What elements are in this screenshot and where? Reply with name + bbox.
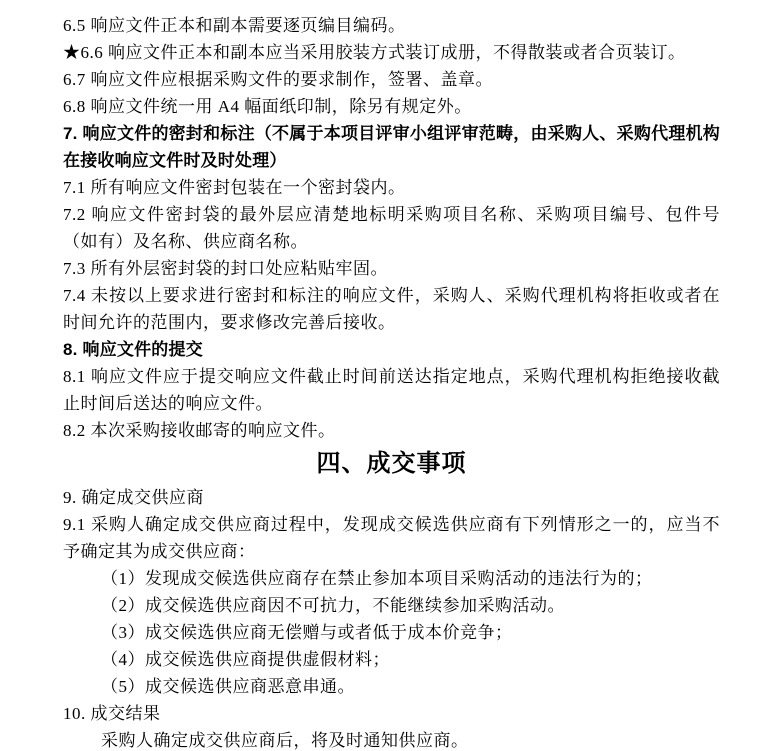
para-8-2: 8.2 本次采购接收邮寄的响应文件。 [63, 421, 336, 440]
list-item-1: （1）发现成交候选供应商存在禁止参加本项目采购活动的违法行为的； [101, 569, 653, 588]
para-6-5: 6.5 响应文件正本和副本需要逐页编目编码。 [63, 16, 406, 35]
para-7-1: 7.1 所有响应文件密封包装在一个密封袋内。 [63, 178, 406, 197]
section-heading-8: 8. 响应文件的提交 [63, 340, 203, 359]
para-7-4: 7.4 未按以上要求进行密封和标注的响应文件，采购人、采购代理机构将拒收或者在时间允许的范围内，要求修改完善后接收。 [63, 286, 720, 332]
list-item-2: （2）成交候选供应商因不可抗力，不能继续参加采购活动。 [101, 596, 565, 615]
list-item-4: （4）成交候选供应商提供虚假材料； [101, 650, 390, 669]
para-6-8: 6.8 响应文件统一用 A4 幅面纸印制，除另有规定外。 [63, 97, 472, 116]
para-10-body: 采购人确定成交供应商后，将及时通知供应商。 [101, 731, 469, 750]
para-8-1: 8.1 响应文件应于提交响应文件截止时间前送达指定地点，采购代理机构拒绝接收截止时间后送达的响应文件。 [63, 367, 720, 413]
para-7-2: 7.2 响应文件密封袋的最外层应清楚地标明采购项目名称、采购项目编号、包件号（如有）及名称、供应商名称。 [63, 205, 720, 251]
para-6-7: 6.7 响应文件应根据采购文件的要求制作，签署、盖章。 [63, 70, 493, 89]
chapter-title-4: 四、成交事项 [316, 450, 467, 477]
para-6-6-starred: ★6.6 响应文件正本和副本应当采用胶装方式装订成册，不得散装或者合页装订。 [63, 43, 686, 62]
section-heading-7: 7. 响应文件的密封和标注（不属于本项目评审小组评审范畴，由采购人、采购代理机构在接收响应文件时及时处理） [63, 124, 720, 170]
section-heading-10: 10. 成交结果 [63, 704, 161, 723]
list-item-3: （3）成交候选供应商无偿赠与或者低于成本价竞争； [101, 623, 513, 642]
list-item-5: （5）成交候选供应商恶意串通。 [101, 677, 355, 696]
para-9-1: 9.1 采购人确定成交供应商过程中，发现成交候选供应商有下列情形之一的，应当不予确定其为成交供应商： [63, 515, 720, 561]
section-heading-9: 9. 确定成交供应商 [63, 488, 204, 507]
para-7-3: 7.3 所有外层密封袋的封口处应粘贴牢固。 [63, 259, 388, 278]
